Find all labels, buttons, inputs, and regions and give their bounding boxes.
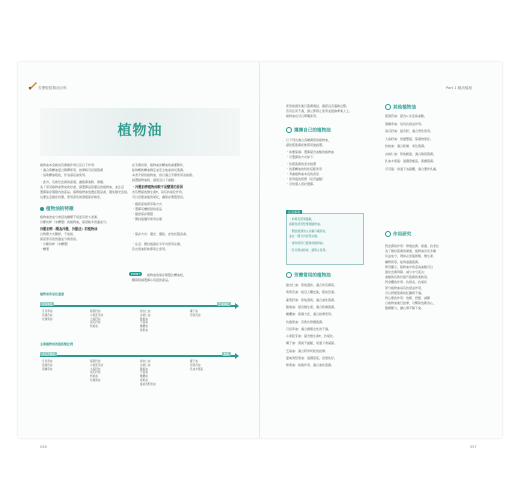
body-line: ・開封後儘早使用完畢 — [132, 217, 163, 221]
body-line: ・注意：開封後請在半年內使用完畢， — [132, 242, 184, 246]
check-icon — [286, 272, 292, 278]
chart-oil-label: 小麥胚芽油 — [90, 313, 103, 317]
body-line: 芝麻油：適合阿育吠陀的按摩。 — [286, 348, 329, 353]
right-running-header: Part 1 精油檔案 — [446, 86, 473, 90]
body-line: 對身體的作用：抗發炎、抗氧化 — [385, 280, 428, 285]
chart-oil-label: 葡萄籽油 — [90, 310, 101, 313]
chart-oil-label: 椰子油 — [190, 360, 198, 363]
caution-line: 並在一個月內使用完畢。 — [289, 234, 320, 238]
chart-oil-label: 甜杏仁油 — [140, 310, 151, 313]
chart-oil-label: 荷荷芭油 — [190, 313, 201, 317]
chart-oil-label: 芝麻油 — [140, 321, 148, 325]
body-line: 南瓜籽油：富含鋅，適合男性使用。 — [385, 129, 434, 133]
intro-line: ・此外，有助於皮膚的保濕，讓肌膚柔軟、滑順。 — [40, 180, 107, 184]
chart-oil-label: 黑種草油 — [42, 367, 53, 371]
chart-oil-label: 月見草油 — [42, 310, 53, 313]
intro-line: 選擇保存期限內的產品。請將植物油放置在陰涼處，避免陽光直射。 — [40, 190, 131, 194]
caution-line: 請避免使用堅果類植物油。 — [289, 222, 323, 226]
section-heading — [385, 104, 416, 111]
body-line: 乳油木果脂：滋潤度極高，保護肌膚。 — [385, 159, 437, 163]
body-line: 挑選植物油時，請留意以下重點： — [132, 178, 178, 182]
body-line: 在芳療世界，植物油是精油的重要夥伴， — [132, 163, 187, 167]
page-number-right: 057 — [470, 445, 477, 449]
section-heading — [286, 127, 331, 134]
chart-oil-label: 杏桃仁油 — [140, 313, 151, 317]
chart-oil-label: 荷荷芭油 — [190, 363, 201, 367]
chart-oil-label: 榛果油 — [140, 379, 148, 382]
body-line: ・依照精油的特性搭配使用 — [286, 167, 323, 171]
key-heading: ・冷壓初榨植物油較不易變質的原因 — [132, 185, 183, 189]
body-line: 若有任何不適，請立即停止使用並諮詢專業人士。 — [286, 109, 353, 113]
chart-oil-label: 夏威夷堅果油 — [140, 382, 156, 386]
scale-arrow — [40, 355, 235, 357]
body-line: 油酸則有助於提升肌膚的柔軟度。 — [385, 275, 431, 280]
chart-oil-label: 玫瑰果油 — [42, 317, 53, 321]
chart-oil-label: 琉璃苣油 — [42, 313, 53, 317]
chart-oil-label: 酪梨油 — [140, 317, 148, 321]
body-line: 月見草油：適合調理女性的不適。 — [286, 326, 332, 331]
body-line: ・依照肌膚的需求挑選 — [286, 162, 317, 166]
body-line: 以物理方式壓榨，不加熱， — [40, 232, 77, 236]
body-line: 椰子油：清爽不黏膩，常溫下會凝固。 — [286, 341, 338, 346]
point-badge: POINT — [131, 272, 141, 276]
body-line: 請依照肌膚狀態與用途挑選。 — [286, 143, 326, 147]
section-heading — [40, 206, 74, 212]
chart-oil-label: 橄欖油 — [140, 325, 148, 329]
body-line: 緩解壓力，讓心情平靜下來。 — [385, 306, 425, 311]
chart-caption: 植物油的氧化速度 — [40, 292, 65, 296]
chart-oil-label: 核桃油 — [90, 375, 98, 379]
caution-line: ・開封後請放入冰箱冷藏保存， — [289, 229, 329, 233]
body-line: 部分植物油具有抗發炎作用， — [385, 285, 425, 290]
chart-oil-label: 核桃油 — [90, 325, 98, 329]
page-title: 植物油 — [117, 123, 163, 139]
point-line: 植物油的保存期限比精油短， — [147, 273, 187, 277]
chart-oil-label: 南瓜籽油 — [90, 371, 101, 375]
chart-oil-label: 杏桃仁油 — [140, 363, 151, 367]
section-heading-text: 植物油的特徵 — [46, 207, 74, 212]
caution-line: ・請勿使用已變質的植物油。 — [289, 241, 326, 245]
body-line: 可可脂：常溫下為固體，適合製作乳霜。 — [385, 166, 440, 171]
brush-icon — [28, 80, 38, 90]
body-line: 對心理的作用：放鬆、舒緩、減壓 — [385, 296, 431, 300]
chart-oil-label: 乳油木果脂 — [190, 367, 203, 371]
key-heading: 冷壓初榨（稱為冷壓、冷壓法）的植物油 — [40, 227, 98, 231]
body-line: 甜杏仁油：質地溫和，適合所有膚質。 — [286, 283, 338, 287]
chart-oil-label: 葡萄籽油 — [90, 360, 101, 363]
body-line: 礦物質等，能夠滋養肌膚。 — [385, 259, 422, 264]
body-line: 榛果油：收斂作用，適合油性肌膚。 — [286, 363, 335, 368]
chart-oil-label: 玫瑰果油 — [90, 379, 101, 382]
body-line: 對皮膚的作用：修復皮膚、保濕、抗老化 — [385, 244, 440, 248]
chart-caption: 主要植物油的脂肪酸比例 — [40, 342, 74, 346]
section-heading-text: 芳療常用的植物油 — [294, 273, 331, 279]
section-heading — [385, 231, 411, 238]
body-line: 本書介紹的植物油，皆以適合芳療使用為前提。 — [132, 173, 196, 177]
body-line: ・可選擇的方式如下： — [286, 155, 317, 159]
intro-line: 為了享受植物油帶來的好處，請選擇品質優良的植物油，並注意 — [40, 185, 125, 189]
body-line: 強化皮膚屏障，減少水分流失； — [385, 270, 428, 274]
check-icon — [286, 127, 292, 133]
check-icon — [385, 104, 391, 110]
body-line: 植物油的成分會因為種類不同而有很大差異。 — [40, 215, 101, 219]
body-line: ・確認產地與萃取方式 — [132, 202, 163, 206]
scale-end-label: 飽和 — [223, 353, 229, 356]
body-line: 含有豐富的維生素E，具有抗氧化作用， — [132, 190, 185, 194]
section-heading-text: 選擇自己的植物油 — [294, 128, 331, 134]
body-line: 核桃油：適合乾燥、老化肌膚。 — [385, 144, 428, 148]
chart-oil-label: 大麻籽油 — [90, 317, 101, 321]
book-spine — [259, 62, 260, 438]
body-line: 植物油也可以單獨使用。 — [286, 114, 320, 118]
body-line: 玫瑰果油：有助於修護肌膚。 — [286, 319, 326, 324]
intro-line: 植物油本身就具有療癒作用以及以下作用： — [40, 163, 98, 167]
body-line: 保留原有的營養成分與香氣。 — [40, 237, 80, 241]
caution-label: 注意事項 — [288, 210, 301, 214]
chart-oil-label: 椰子油 — [190, 310, 198, 313]
section-heading — [286, 272, 331, 279]
section-heading-text: 作用研究 — [393, 232, 412, 238]
chart-oil-label: 南瓜籽油 — [90, 321, 101, 325]
body-line: ・確認保存期限 — [132, 212, 154, 216]
body-line: 夏威夷堅果油：滋潤度高，延展性好。 — [286, 356, 338, 360]
body-line: ・冷壓初榨（未精製） — [40, 242, 71, 246]
body-line: 可以舒緩肌膚的紅腫與不適。 — [385, 290, 425, 295]
body-line: 酪梨油：富含維生素，適合乾燥肌膚。 — [286, 304, 338, 309]
body-line: 琉璃苣油：富含γ-次亞麻油酸。 — [385, 114, 427, 118]
section-heading-text: 其他植物油 — [393, 105, 416, 111]
intro-line: ・協助精油吸收，作為基底油使用。 — [40, 173, 89, 177]
body-line: 若出現油耗味即停止使用。 — [132, 247, 169, 251]
scale-end-label: 不易氧化 — [218, 303, 229, 306]
body-line: 杏桃仁油：質地輕盈，適合敏感肌膚。 — [385, 151, 437, 156]
body-line: 小麥胚芽油：富含維生素E，抗氧化。 — [286, 334, 336, 339]
body-line: 研究顯示，植物油中的亞麻油酸可以 — [385, 264, 434, 269]
chart-oil-label: 芝麻油 — [140, 371, 148, 375]
caution-line: ・如果有堅果過敏， — [289, 217, 315, 221]
body-line: 能夠幫助精油穩定並安全地塗抹於肌膚。 — [132, 168, 187, 172]
intro-line: 也要注意儲存容器，使用深色玻璃瓶保存較佳。 — [40, 195, 104, 199]
chart-oil-label: 甜杏仁油 — [140, 360, 151, 363]
bullet-icon — [40, 207, 44, 211]
chart-oil-label: 琉璃苣油 — [42, 363, 53, 367]
body-line: 使用前請先進行肌膚測試，確認沒有過敏反應。 — [286, 104, 350, 108]
body-line: ・精製 — [40, 247, 50, 251]
body-line: 為了維持肌膚的健康，植物油含有多種 — [385, 249, 437, 254]
page-number-left: 056 — [40, 445, 47, 449]
scale-arrow — [40, 305, 235, 307]
body-line: ・保存方式：避光、避熱，存放於陰涼處。 — [132, 232, 190, 236]
chart-oil-label: 榛果油 — [140, 329, 148, 332]
body-line: 以下列出適合各種膚質的植物油， — [286, 138, 332, 142]
body-line: 大麻籽油：營養豐富，保濕效果佳。 — [385, 136, 434, 141]
body-line: ・如要保濕：選擇富含油酸的植物油 — [286, 150, 335, 154]
body-line: 荷荷芭油：接近人體皮脂，吸收迅速。 — [286, 290, 338, 295]
chart-oil-label: 酪梨油 — [140, 367, 148, 371]
body-line: 橄欖油：保濕力佳，適合按摩使用。 — [286, 312, 335, 317]
chart-oil-label: 小麥胚芽油 — [90, 363, 103, 367]
body-line: 可以延緩油脂的氧化，讓保存期限更長。 — [132, 195, 187, 199]
body-line: 冷壓初榨（未精製）的植物油，保留較多營養成分。 — [40, 220, 110, 224]
body-line: 葡萄籽油：質地清爽，適合油性肌膚。 — [286, 297, 338, 302]
body-line: 有益成分，例如必需脂肪酸、維生素、 — [385, 254, 437, 259]
body-line: ・考慮植物油本身的香氣 — [286, 172, 320, 176]
chart-oil-label: 橄欖油 — [140, 375, 148, 379]
body-line: 以植物油進行按摩，可幫助放鬆身心， — [385, 301, 437, 306]
left-running-header: 芳療聖經精油百科 — [38, 86, 67, 90]
check-icon — [385, 231, 391, 237]
scale-start-label: 容易氧化 — [42, 303, 53, 306]
point-line: 購買時請選擇小容量的產品。 — [132, 278, 172, 282]
body-line: ・選擇有機認證的產品 — [132, 207, 163, 211]
chart-oil-label: 月見草油 — [42, 360, 53, 363]
scale-start-label: 多元不飽和 — [42, 353, 55, 356]
body-line: 黑種草油：具有抗發炎作用。 — [385, 121, 425, 126]
intro-line: ・適合與精油混合稀釋使用，按摩時可延展肌膚 — [40, 168, 104, 172]
chart-oil-label: 大麻籽油 — [90, 367, 101, 371]
caution-line: ・若出現油耗味，請停止使用。 — [289, 248, 329, 252]
body-line: ・使用後的感覺（是否黏膩） — [286, 177, 326, 181]
body-line: ・可依個人喜好選擇。 — [286, 182, 317, 186]
